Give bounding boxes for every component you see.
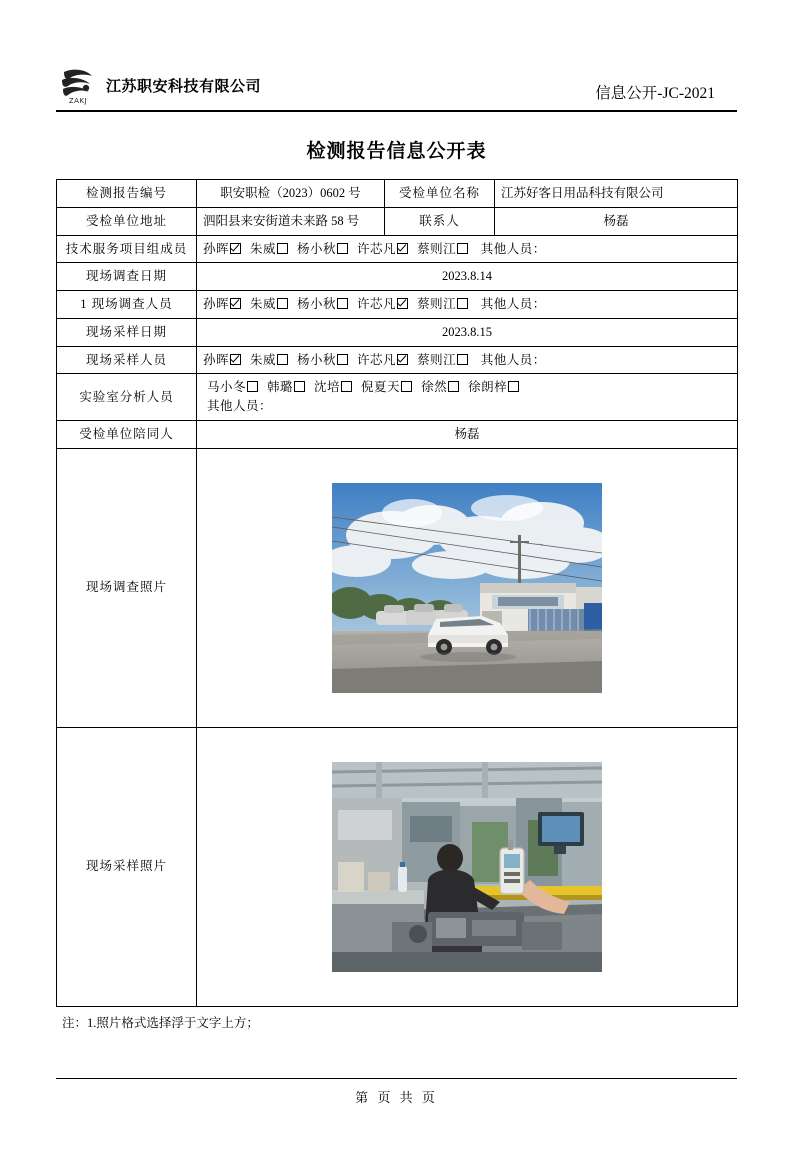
survey-staff-members bbox=[197, 291, 738, 319]
table-row bbox=[57, 374, 738, 421]
table-row bbox=[57, 727, 738, 1006]
staff-name: 许芯凡 bbox=[357, 241, 397, 256]
client-label: 受检单位名称 bbox=[385, 180, 495, 208]
checkbox-icon[interactable] bbox=[337, 243, 348, 254]
header-left bbox=[56, 66, 261, 106]
staff-checkbox-item[interactable] bbox=[203, 295, 241, 314]
table-row bbox=[57, 448, 738, 727]
checkbox-icon[interactable] bbox=[508, 381, 519, 392]
checkbox-checked-icon[interactable] bbox=[230, 354, 241, 365]
staff-name: 朱威 bbox=[250, 241, 277, 256]
staff-name: 蔡则江 bbox=[417, 297, 457, 311]
tech-team-members bbox=[197, 235, 738, 263]
staff-checkbox-item[interactable] bbox=[207, 378, 258, 397]
checkbox-icon[interactable] bbox=[457, 243, 468, 254]
staff-name: 朱威 bbox=[250, 297, 277, 311]
table-row bbox=[57, 235, 738, 263]
checkbox-checked-icon[interactable] bbox=[397, 354, 408, 365]
staff-checkbox-item[interactable] bbox=[297, 351, 348, 370]
staff-checkbox-item[interactable] bbox=[417, 240, 468, 259]
page-title: 检测报告信息公开表 bbox=[306, 140, 487, 162]
staff-checkbox-item[interactable] bbox=[421, 378, 459, 397]
survey-photo-label: 现场调查照片 bbox=[57, 448, 197, 727]
address-label: 受检单位地址 bbox=[57, 207, 197, 235]
staff-checkbox-item[interactable] bbox=[250, 240, 288, 259]
contact-value: 杨磊 bbox=[495, 207, 738, 235]
sample-photo-label: 现场采样照片 bbox=[57, 727, 197, 1006]
table-row bbox=[57, 420, 738, 448]
sample-date-label: 现场采样日期 bbox=[57, 318, 197, 346]
survey-photo-cell bbox=[197, 448, 738, 727]
checkbox-icon[interactable] bbox=[337, 354, 348, 365]
checkbox-checked-icon[interactable] bbox=[230, 243, 241, 254]
svg-text:ZAKJ: ZAKJ bbox=[68, 97, 88, 105]
sample-photo-cell bbox=[197, 727, 738, 1006]
sample-staff-members bbox=[197, 346, 738, 374]
table-row bbox=[57, 180, 738, 208]
checkbox-icon[interactable] bbox=[294, 381, 305, 392]
staff-checkbox-item[interactable] bbox=[314, 378, 352, 397]
survey-photo bbox=[332, 483, 602, 693]
checkbox-icon[interactable] bbox=[448, 381, 459, 392]
sample-date-value: 2023.8.15 bbox=[197, 318, 738, 346]
table-row bbox=[57, 263, 738, 291]
accompany-value: 杨磊 bbox=[197, 420, 738, 448]
staff-checkbox-item[interactable] bbox=[203, 351, 241, 370]
checkbox-icon[interactable] bbox=[457, 298, 468, 309]
staff-name: 孙晖 bbox=[203, 352, 230, 367]
staff-name: 许芯凡 bbox=[357, 297, 397, 311]
staff-name: 沈培 bbox=[314, 380, 341, 395]
document-code: 信息公开-JC-2021 bbox=[595, 85, 715, 102]
survey-date-label: 现场调查日期 bbox=[57, 263, 197, 291]
staff-checkbox-item[interactable] bbox=[250, 351, 288, 370]
sample-staff-label: 现场采样人员 bbox=[57, 346, 197, 374]
accompany-label: 受检单位陪同人 bbox=[57, 420, 197, 448]
staff-checkbox-item[interactable] bbox=[357, 295, 408, 314]
staff-checkbox-item[interactable] bbox=[417, 351, 468, 370]
staff-checkbox-item[interactable] bbox=[357, 351, 408, 370]
address-value: 泗阳县来安街道未来路 58 号 bbox=[197, 207, 385, 235]
checkbox-icon[interactable] bbox=[247, 381, 258, 392]
page-footer: 第 页 共 页 bbox=[56, 1078, 737, 1106]
checkbox-icon[interactable] bbox=[277, 354, 288, 365]
checkbox-icon[interactable] bbox=[277, 243, 288, 254]
staff-name: 蔡则江 bbox=[417, 352, 457, 367]
table-row bbox=[57, 207, 738, 235]
others-label: 其他人员： bbox=[480, 352, 546, 367]
report-no-label: 检测报告编号 bbox=[57, 180, 197, 208]
table-note: 注：1.照片格式选择浮于文字上方； bbox=[62, 1015, 259, 1030]
table-row bbox=[57, 291, 738, 319]
staff-name: 孙晖 bbox=[203, 297, 230, 311]
staff-checkbox-item[interactable] bbox=[297, 240, 348, 259]
staff-name: 韩璐 bbox=[267, 380, 294, 395]
sample-photo bbox=[332, 762, 602, 972]
staff-checkbox-item[interactable] bbox=[361, 378, 412, 397]
staff-checkbox-item[interactable] bbox=[267, 378, 305, 397]
table-row bbox=[57, 318, 738, 346]
staff-name: 杨小秋 bbox=[297, 297, 337, 311]
others-label: 其他人员： bbox=[480, 297, 546, 311]
staff-name: 倪夏天 bbox=[361, 380, 401, 395]
client-value: 江苏好客日用品科技有限公司 bbox=[495, 180, 738, 208]
staff-checkbox-item[interactable] bbox=[297, 295, 348, 314]
report-info-table bbox=[56, 179, 738, 1007]
staff-checkbox-item[interactable] bbox=[357, 240, 408, 259]
staff-name: 徐朗梓 bbox=[468, 380, 508, 395]
checkbox-icon[interactable] bbox=[457, 354, 468, 365]
lab-staff-label: 实验室分析人员 bbox=[57, 374, 197, 421]
staff-checkbox-item[interactable] bbox=[417, 295, 468, 314]
lab-staff-members bbox=[197, 374, 738, 421]
checkbox-icon[interactable] bbox=[337, 298, 348, 309]
staff-name: 杨小秋 bbox=[297, 241, 337, 256]
checkbox-icon[interactable] bbox=[341, 381, 352, 392]
others-label: 其他人员： bbox=[207, 399, 273, 413]
staff-checkbox-item[interactable] bbox=[468, 378, 519, 397]
checkbox-checked-icon[interactable] bbox=[397, 298, 408, 309]
staff-name: 朱威 bbox=[250, 352, 277, 367]
others-label: 其他人员： bbox=[480, 241, 546, 256]
company-logo-icon bbox=[56, 66, 100, 106]
checkbox-checked-icon[interactable] bbox=[397, 243, 408, 254]
checkbox-checked-icon[interactable] bbox=[230, 298, 241, 309]
staff-name: 杨小秋 bbox=[297, 352, 337, 367]
staff-name: 马小冬 bbox=[207, 380, 247, 395]
report-no-value: 职安职检（2023）0602 号 bbox=[197, 180, 385, 208]
staff-name: 徐然 bbox=[421, 380, 448, 395]
staff-name: 蔡则江 bbox=[417, 241, 457, 256]
staff-checkbox-item[interactable] bbox=[250, 295, 288, 314]
tech-team-label: 技术服务项目组成员 bbox=[57, 235, 197, 263]
checkbox-icon[interactable] bbox=[277, 298, 288, 309]
contact-label: 联系人 bbox=[385, 207, 495, 235]
staff-name: 许芯凡 bbox=[357, 352, 397, 367]
survey-staff-label: 1 现场调查人员 bbox=[57, 291, 197, 319]
table-row bbox=[57, 346, 738, 374]
checkbox-icon[interactable] bbox=[401, 381, 412, 392]
document-header bbox=[56, 60, 737, 112]
staff-checkbox-item[interactable] bbox=[203, 240, 241, 259]
survey-date-value: 2023.8.14 bbox=[197, 263, 738, 291]
company-name: 江苏职安科技有限公司 bbox=[106, 76, 262, 95]
staff-name: 孙晖 bbox=[203, 241, 230, 256]
